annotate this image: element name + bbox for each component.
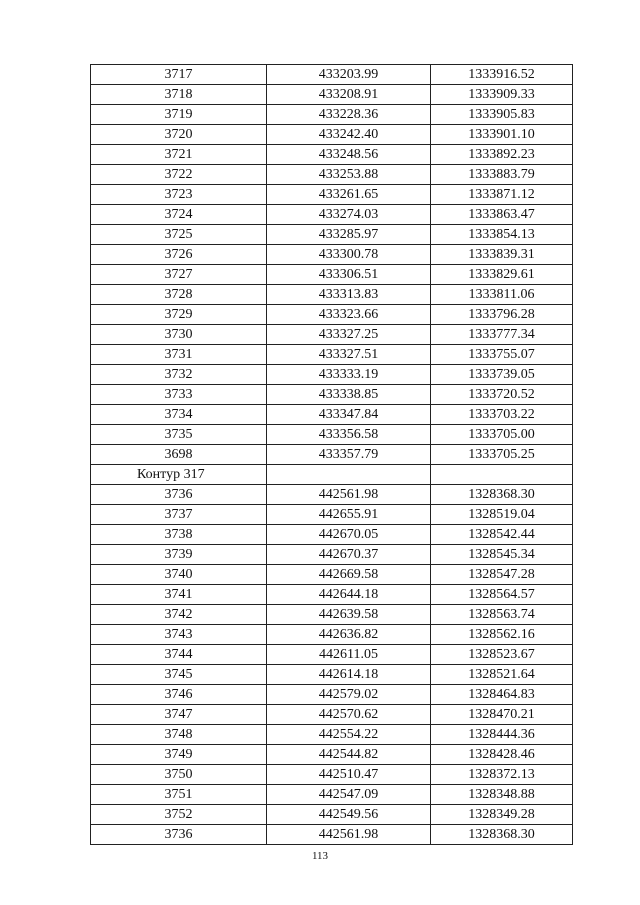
table-row — [91, 525, 573, 545]
point-number-cell: 3719 — [91, 105, 267, 125]
y-coordinate-cell: 1328368.30 — [431, 485, 573, 505]
point-number-cell: 3698 — [91, 445, 267, 465]
point-number-cell: 3728 — [91, 285, 267, 305]
y-coordinate-cell: 1333909.33 — [431, 85, 573, 105]
x-coordinate-cell: 442579.02 — [267, 685, 431, 705]
point-number-cell: 3729 — [91, 305, 267, 325]
x-coordinate-cell: 442544.82 — [267, 745, 431, 765]
table-row — [91, 665, 573, 685]
point-number-cell: 3723 — [91, 185, 267, 205]
point-number-cell: 3726 — [91, 245, 267, 265]
point-number-cell: 3743 — [91, 625, 267, 645]
table-row — [91, 65, 573, 85]
table-row — [91, 825, 573, 845]
point-number-cell: 3738 — [91, 525, 267, 545]
x-coordinate-cell: 433323.66 — [267, 305, 431, 325]
x-coordinate-cell: 433313.83 — [267, 285, 431, 305]
x-coordinate-cell: 442655.91 — [267, 505, 431, 525]
contour-header-row — [91, 465, 573, 485]
table-row — [91, 645, 573, 665]
x-coordinate-cell: 433242.40 — [267, 125, 431, 145]
point-number-cell: 3734 — [91, 405, 267, 425]
x-coordinate-cell: 433347.84 — [267, 405, 431, 425]
x-coordinate-cell: 442547.09 — [267, 785, 431, 805]
y-coordinate-cell: 1328464.83 — [431, 685, 573, 705]
coordinates-table-body — [91, 65, 573, 845]
x-coordinate-cell: 442636.82 — [267, 625, 431, 645]
x-coordinate-cell: 433285.97 — [267, 225, 431, 245]
point-number-cell: 3720 — [91, 125, 267, 145]
point-number-cell: 3744 — [91, 645, 267, 665]
x-coordinate-cell: 442670.37 — [267, 545, 431, 565]
y-coordinate-cell: 1333916.52 — [431, 65, 573, 85]
table-row — [91, 325, 573, 345]
table-row — [91, 345, 573, 365]
point-number-cell: 3737 — [91, 505, 267, 525]
point-number-cell: 3745 — [91, 665, 267, 685]
x-coordinate-cell: 433228.36 — [267, 105, 431, 125]
point-number-cell: 3724 — [91, 205, 267, 225]
y-coordinate-cell: 1328368.30 — [431, 825, 573, 845]
y-coordinate-cell: 1328348.88 — [431, 785, 573, 805]
y-coordinate-cell: 1333883.79 — [431, 165, 573, 185]
y-coordinate-cell: 1328542.44 — [431, 525, 573, 545]
y-coordinate-cell: 1328349.28 — [431, 805, 573, 825]
x-coordinate-cell: 433306.51 — [267, 265, 431, 285]
y-coordinate-cell: 1333755.07 — [431, 345, 573, 365]
point-number-cell: 3736 — [91, 825, 267, 845]
point-number-cell: 3739 — [91, 545, 267, 565]
y-coordinate-cell: 1328519.04 — [431, 505, 573, 525]
table-row — [91, 585, 573, 605]
x-coordinate-cell: 442669.58 — [267, 565, 431, 585]
point-number-cell: 3721 — [91, 145, 267, 165]
table-row — [91, 565, 573, 585]
x-coordinate-cell: 442644.18 — [267, 585, 431, 605]
point-number-cell: 3722 — [91, 165, 267, 185]
table-row — [91, 485, 573, 505]
point-number-cell: 3733 — [91, 385, 267, 405]
point-number-cell: 3725 — [91, 225, 267, 245]
point-number-cell: 3735 — [91, 425, 267, 445]
empty-cell — [431, 465, 573, 485]
contour-label: Контур 317 — [91, 465, 267, 485]
y-coordinate-cell: 1333720.52 — [431, 385, 573, 405]
y-coordinate-cell: 1333811.06 — [431, 285, 573, 305]
x-coordinate-cell: 433300.78 — [267, 245, 431, 265]
y-coordinate-cell: 1328372.13 — [431, 765, 573, 785]
y-coordinate-cell: 1333854.13 — [431, 225, 573, 245]
point-number-cell: 3749 — [91, 745, 267, 765]
point-number-cell: 3742 — [91, 605, 267, 625]
x-coordinate-cell: 442611.05 — [267, 645, 431, 665]
table-row — [91, 205, 573, 225]
y-coordinate-cell: 1328521.64 — [431, 665, 573, 685]
x-coordinate-cell: 433333.19 — [267, 365, 431, 385]
table-row — [91, 405, 573, 425]
page-number: 113 — [311, 850, 329, 862]
x-coordinate-cell: 442639.58 — [267, 605, 431, 625]
x-coordinate-cell: 433356.58 — [267, 425, 431, 445]
point-number-cell: 3731 — [91, 345, 267, 365]
point-number-cell: 3741 — [91, 585, 267, 605]
y-coordinate-cell: 1328547.28 — [431, 565, 573, 585]
x-coordinate-cell: 433274.03 — [267, 205, 431, 225]
table-row — [91, 245, 573, 265]
table-row — [91, 145, 573, 165]
y-coordinate-cell: 1328563.74 — [431, 605, 573, 625]
table-row — [91, 545, 573, 565]
x-coordinate-cell: 433253.88 — [267, 165, 431, 185]
y-coordinate-cell: 1328470.21 — [431, 705, 573, 725]
y-coordinate-cell: 1328562.16 — [431, 625, 573, 645]
y-coordinate-cell: 1333703.22 — [431, 405, 573, 425]
table-row — [91, 605, 573, 625]
point-number-cell: 3746 — [91, 685, 267, 705]
y-coordinate-cell: 1328545.34 — [431, 545, 573, 565]
table-row — [91, 385, 573, 405]
y-coordinate-cell: 1333901.10 — [431, 125, 573, 145]
table-row — [91, 165, 573, 185]
table-row — [91, 425, 573, 445]
y-coordinate-cell: 1333892.23 — [431, 145, 573, 165]
table-row — [91, 685, 573, 705]
x-coordinate-cell: 433327.51 — [267, 345, 431, 365]
y-coordinate-cell: 1333705.00 — [431, 425, 573, 445]
y-coordinate-cell: 1333777.34 — [431, 325, 573, 345]
table-row — [91, 85, 573, 105]
table-row — [91, 725, 573, 745]
table-row — [91, 785, 573, 805]
y-coordinate-cell: 1333839.31 — [431, 245, 573, 265]
x-coordinate-cell: 433203.99 — [267, 65, 431, 85]
x-coordinate-cell: 433208.91 — [267, 85, 431, 105]
table-row — [91, 105, 573, 125]
point-number-cell: 3727 — [91, 265, 267, 285]
point-number-cell: 3740 — [91, 565, 267, 585]
table-row — [91, 745, 573, 765]
point-number-cell: 3748 — [91, 725, 267, 745]
x-coordinate-cell: 442561.98 — [267, 485, 431, 505]
point-number-cell: 3736 — [91, 485, 267, 505]
y-coordinate-cell: 1328523.67 — [431, 645, 573, 665]
table-row — [91, 225, 573, 245]
point-number-cell: 3732 — [91, 365, 267, 385]
point-number-cell: 3752 — [91, 805, 267, 825]
y-coordinate-cell: 1333705.25 — [431, 445, 573, 465]
y-coordinate-cell: 1333871.12 — [431, 185, 573, 205]
point-number-cell: 3747 — [91, 705, 267, 725]
y-coordinate-cell: 1328428.46 — [431, 745, 573, 765]
x-coordinate-cell: 442670.05 — [267, 525, 431, 545]
point-number-cell: 3730 — [91, 325, 267, 345]
x-coordinate-cell: 442614.18 — [267, 665, 431, 685]
x-coordinate-cell: 433357.79 — [267, 445, 431, 465]
y-coordinate-cell: 1333796.28 — [431, 305, 573, 325]
y-coordinate-cell: 1328444.36 — [431, 725, 573, 745]
y-coordinate-cell: 1328564.57 — [431, 585, 573, 605]
table-row — [91, 705, 573, 725]
x-coordinate-cell: 433338.85 — [267, 385, 431, 405]
y-coordinate-cell: 1333739.05 — [431, 365, 573, 385]
point-number-cell: 3750 — [91, 765, 267, 785]
point-number-cell: 3717 — [91, 65, 267, 85]
table-row — [91, 125, 573, 145]
table-row — [91, 305, 573, 325]
table-row — [91, 765, 573, 785]
table-row — [91, 365, 573, 385]
x-coordinate-cell: 433248.56 — [267, 145, 431, 165]
table-row — [91, 805, 573, 825]
y-coordinate-cell: 1333829.61 — [431, 265, 573, 285]
x-coordinate-cell: 442570.62 — [267, 705, 431, 725]
point-number-cell: 3751 — [91, 785, 267, 805]
x-coordinate-cell: 442549.56 — [267, 805, 431, 825]
table-row — [91, 265, 573, 285]
point-number-cell: 3718 — [91, 85, 267, 105]
empty-cell — [267, 465, 431, 485]
x-coordinate-cell: 442510.47 — [267, 765, 431, 785]
y-coordinate-cell: 1333905.83 — [431, 105, 573, 125]
table-row — [91, 625, 573, 645]
coordinates-table — [90, 64, 573, 845]
table-row — [91, 185, 573, 205]
table-row — [91, 445, 573, 465]
x-coordinate-cell: 433261.65 — [267, 185, 431, 205]
x-coordinate-cell: 433327.25 — [267, 325, 431, 345]
y-coordinate-cell: 1333863.47 — [431, 205, 573, 225]
table-row — [91, 285, 573, 305]
x-coordinate-cell: 442554.22 — [267, 725, 431, 745]
x-coordinate-cell: 442561.98 — [267, 825, 431, 845]
table-row — [91, 505, 573, 525]
